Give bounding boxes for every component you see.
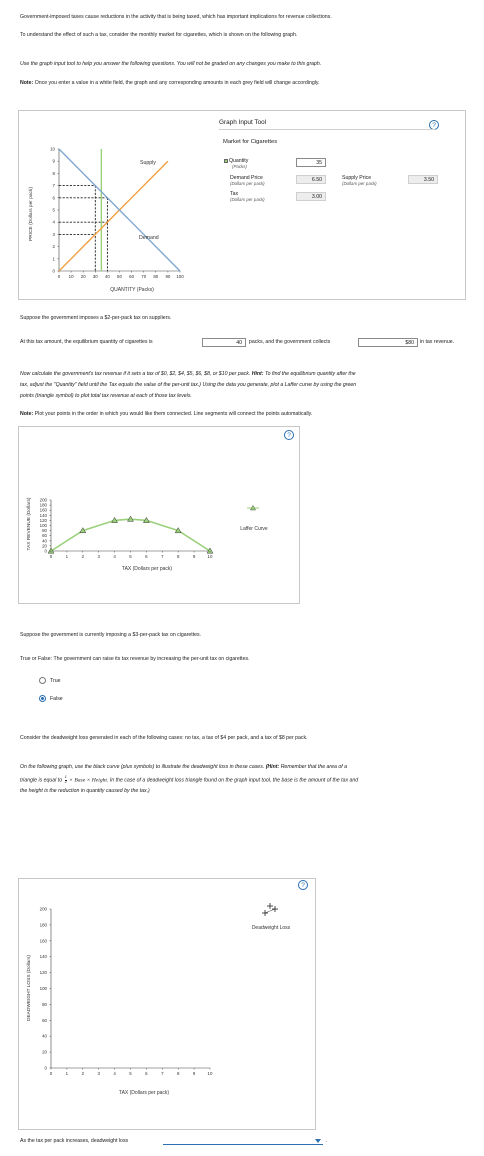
q2-note-text: Plot your points in the order in which you would like them connected. Line segments will connect the points automatically. bbox=[34, 411, 313, 417]
laffer-y-tick-label: 40 bbox=[42, 538, 47, 544]
dwl-legend-label: Deadweight Loss bbox=[251, 925, 291, 931]
quantity-marker-icon bbox=[224, 159, 228, 163]
q4-line-2b: In the case of a deadweight loss triangle found on the graph input tool, the base is the amount of the tax and bbox=[109, 777, 359, 784]
laffer-x-tick-label: 0 bbox=[49, 554, 53, 559]
market-y-tick-label: 7 bbox=[52, 183, 55, 189]
market-supply-label: Supply bbox=[140, 160, 156, 166]
market-y-tick-label: 3 bbox=[52, 231, 55, 237]
dwl-y-tick-label: 160 bbox=[39, 938, 47, 944]
tax-field: 3.00 bbox=[296, 192, 326, 201]
dwl-x-tick-label: 4 bbox=[113, 1071, 116, 1076]
market-y-tick-label: 6 bbox=[52, 195, 55, 201]
laffer-y-tick-label: 140 bbox=[39, 512, 47, 518]
market-demand-label: Demand bbox=[139, 235, 159, 241]
dwl-x-tick-label: 5 bbox=[129, 1071, 132, 1076]
laffer-x-label: TAX (Dollars per pack) bbox=[121, 566, 173, 572]
market-y-tick-label: 4 bbox=[52, 219, 55, 225]
laffer-x-tick-label: 2 bbox=[81, 554, 85, 559]
input-tool-subtitle: Market for Cigarettes bbox=[223, 139, 278, 145]
dwl-y-tick-label: 180 bbox=[39, 922, 47, 928]
laffer-x-tick-label: 4 bbox=[113, 554, 116, 559]
q2-line-3: points (triangle symbol) to plot total tax revenue at each of those tax levels. bbox=[20, 393, 192, 399]
market-x-tick-label: 40 bbox=[104, 274, 110, 279]
dwl-x-tick-label: 0 bbox=[49, 1071, 53, 1076]
market-y-tick-label: 9 bbox=[52, 158, 55, 164]
dwl-y-tick-label: 0 bbox=[44, 1065, 47, 1071]
dwl-y-tick-label: 80 bbox=[42, 1001, 47, 1007]
dwl-y-tick-label: 20 bbox=[42, 1049, 47, 1055]
input-tool-divider bbox=[219, 129, 435, 130]
laffer-y-label: TAX REVENUE (Dollars) bbox=[27, 497, 32, 551]
supply-price-label: Supply Price bbox=[342, 175, 372, 181]
q1-revenue-input[interactable]: $80 bbox=[358, 338, 418, 347]
laffer-x-tick-label: 9 bbox=[192, 554, 196, 559]
q2-note bbox=[20, 411, 312, 418]
market-y-tick-label: 0 bbox=[52, 268, 55, 274]
q1-sentence-b: packs, and the government collects bbox=[249, 339, 331, 345]
market-y-label: PRICE (Dollars per pack) bbox=[29, 187, 34, 241]
q1-sentence-a: At this tax amount, the equilibrium quantity of cigarettes is bbox=[20, 339, 153, 345]
laffer-x-tick-label: 1 bbox=[65, 554, 69, 559]
market-y-tick-label: 1 bbox=[52, 256, 55, 262]
instructions-line-1: Use the graph input tool to help you answer the following questions. You will not be graded on any changes you make to this graph. bbox=[20, 61, 322, 67]
demand-price-field: 6.50 bbox=[296, 175, 326, 184]
market-x-tick-label: 30 bbox=[92, 274, 98, 279]
quantity-label: Quantity bbox=[229, 158, 249, 164]
dwl-legend-plus-icon[interactable] bbox=[262, 903, 278, 916]
dwl-x-tick-label: 7 bbox=[161, 1071, 164, 1076]
dwl-y-tick-label: 60 bbox=[42, 1017, 47, 1023]
laffer-legend-label: Laffer Curve bbox=[240, 526, 268, 532]
laffer-x-tick-label: 8 bbox=[176, 554, 180, 559]
q3-question: True or False: The government can raise its tax revenue by increasing the per-unit tax on cigarettes. bbox=[20, 656, 250, 662]
supply-price-field: 3.50 bbox=[408, 175, 438, 184]
q3-option-true-label[interactable]: True bbox=[50, 678, 61, 684]
laffer-y-tick-label: 80 bbox=[42, 528, 47, 534]
quantity-input[interactable]: 35 bbox=[296, 158, 326, 167]
market-x-tick-label: 20 bbox=[80, 274, 86, 279]
q4-line-2 bbox=[20, 776, 358, 785]
dwl-x-tick-label: 8 bbox=[176, 1071, 180, 1076]
intro-line-1: Government-imposed taxes cause reductions in the activity that is being taxed, which has important implications for revenue collections. bbox=[20, 14, 332, 20]
q4-line-1a: On the following graph, use the black curve (plus symbols) to illustrate the deadweight loss in these cases. bbox=[20, 764, 265, 770]
supply-price-unit: (Dollars per pack) bbox=[342, 181, 377, 186]
q4-hint-label: (Hint: bbox=[265, 764, 280, 770]
laffer-y-tick-label: 180 bbox=[39, 502, 47, 508]
market-x-label: QUANTITY (Packs) bbox=[110, 287, 154, 293]
chevron-down-icon[interactable] bbox=[315, 1139, 321, 1143]
note-text: Once you enter a value in a white field, the graph and any corresponding amounts in each grey field will change accordingly. bbox=[34, 80, 320, 86]
q2-line-1b: To find the equilibrium quantity after the bbox=[264, 371, 356, 377]
laffer-y-tick-label: 120 bbox=[39, 517, 47, 523]
q5-sentence: As the tax per pack increases, deadweight loss bbox=[20, 1138, 129, 1144]
intro-line-2: To understand the effect of such a tax, consider the monthly market for cigarettes, which is shown on the following graph. bbox=[20, 32, 298, 38]
laffer-y-tick-label: 200 bbox=[39, 497, 47, 503]
q4-line-2a: triangle is equal to bbox=[20, 777, 63, 784]
market-x-tick-label: 90 bbox=[165, 274, 171, 279]
laffer-x-tick-label: 3 bbox=[97, 554, 100, 559]
dwl-graph bbox=[18, 878, 316, 1130]
dwl-y-tick-label: 200 bbox=[39, 906, 47, 912]
laffer-y-tick-label: 160 bbox=[39, 507, 47, 513]
dwl-x-tick-label: 6 bbox=[145, 1071, 148, 1076]
dwl-x-tick-label: 3 bbox=[97, 1071, 100, 1076]
instructions-note bbox=[20, 80, 320, 87]
q4-line-3: the height is the reduction in quantity caused by the tax.) bbox=[20, 788, 150, 794]
laffer-y-tick-label: 100 bbox=[39, 523, 47, 528]
dwl-y-tick-label: 120 bbox=[39, 970, 47, 976]
q3-prompt: Suppose the government is currently imposing a $3-per-pack tax on cigarettes. bbox=[20, 632, 202, 638]
q3-option-true-radio[interactable] bbox=[39, 677, 46, 684]
dwl-x-tick-label: 1 bbox=[65, 1071, 69, 1076]
market-x-tick-label: 60 bbox=[129, 274, 135, 279]
tax-unit: (Dollars per pack) bbox=[230, 197, 265, 202]
q5-deadweight-loss-select[interactable] bbox=[163, 1137, 323, 1145]
dwl-help-icon[interactable]: ? bbox=[298, 880, 308, 890]
laffer-y-tick-label: 60 bbox=[42, 533, 47, 539]
market-x-tick-label: 10 bbox=[68, 274, 74, 279]
laffer-graph bbox=[18, 426, 300, 604]
q2-line-1a: Now calculate the government's tax revenue if it sets a tax of $0, $2, $4, $5, $6, $8, or $10 per pack. bbox=[20, 371, 251, 377]
laffer-legend-triangle-icon[interactable] bbox=[247, 505, 259, 510]
laffer-y-tick-label: 0 bbox=[44, 548, 47, 554]
dwl-x-label: TAX (Dollars per pack) bbox=[118, 1090, 170, 1096]
laffer-y-tick-label: 20 bbox=[42, 543, 47, 549]
input-tool-title: Graph Input Tool bbox=[219, 119, 267, 126]
laffer-x-tick-label: 5 bbox=[129, 554, 132, 559]
q4-line-1b: Remember that the area of a bbox=[280, 764, 348, 770]
q4-fraction bbox=[65, 776, 67, 785]
laffer-x-tick-label: 10 bbox=[207, 554, 213, 559]
demand-price-label: Demand Price bbox=[230, 175, 263, 181]
market-x-tick-label: 50 bbox=[117, 274, 122, 279]
market-y-tick-label: 5 bbox=[52, 207, 55, 213]
dwl-y-tick-label: 100 bbox=[39, 986, 47, 991]
market-y-tick-label: 10 bbox=[50, 146, 55, 152]
laffer-help-icon[interactable]: ? bbox=[284, 430, 294, 440]
q2-hint-label: Hint: bbox=[251, 371, 264, 377]
market-x-tick-label: 80 bbox=[153, 274, 159, 279]
dwl-x-tick-label: 10 bbox=[207, 1071, 213, 1076]
q4-line-1 bbox=[20, 764, 347, 771]
supply-curve bbox=[59, 161, 168, 271]
dwl-y-tick-label: 140 bbox=[39, 954, 47, 960]
q5-period: . bbox=[326, 1138, 328, 1144]
laffer-curve-line bbox=[51, 519, 210, 551]
market-graph bbox=[18, 110, 218, 300]
market-help-icon[interactable]: ? bbox=[429, 120, 439, 130]
q4-line-2-formula: × Base × Height. bbox=[69, 777, 109, 784]
q3-option-false-label[interactable]: False bbox=[50, 696, 63, 702]
dwl-x-tick-label: 2 bbox=[81, 1071, 85, 1076]
quantity-unit: (Packs) bbox=[232, 164, 247, 169]
q4-fraction-denominator: 2 bbox=[64, 779, 67, 784]
q4-prompt: Consider the deadweight loss generated in each of the following cases: no tax, a tax of $4 per pack, and a tax of $8 per pack. bbox=[20, 735, 308, 741]
q2-note-label: Note: bbox=[20, 411, 34, 417]
laffer-x-tick-label: 6 bbox=[145, 554, 148, 559]
market-y-tick-label: 8 bbox=[52, 170, 55, 176]
dwl-x-tick-label: 9 bbox=[192, 1071, 196, 1076]
laffer-x-tick-label: 7 bbox=[161, 554, 164, 559]
market-x-tick-label: 100 bbox=[176, 274, 184, 279]
q3-option-false-radio[interactable] bbox=[39, 695, 46, 702]
market-x-tick-label: 70 bbox=[141, 274, 147, 279]
market-y-tick-label: 2 bbox=[52, 244, 55, 250]
dwl-y-label: DEADWEIGHT LOSS (Dollars) bbox=[27, 954, 32, 1022]
q1-prompt: Suppose the government imposes a $2-per-pack tax on suppliers. bbox=[20, 315, 172, 321]
q2-line-1 bbox=[20, 371, 356, 378]
demand-price-unit: (Dollars per pack) bbox=[230, 181, 265, 186]
q1-sentence-c: in tax revenue. bbox=[420, 339, 455, 345]
note-label: Note: bbox=[20, 80, 34, 86]
tax-label: Tax bbox=[230, 191, 239, 197]
q4-fraction-numerator: 1 bbox=[64, 775, 67, 779]
q1-quantity-input[interactable]: 40 bbox=[202, 338, 246, 347]
market-x-tick-label: 0 bbox=[57, 274, 61, 279]
q2-line-2: tax, adjust the "Quantity" field until the Tax equals the value of the per-unit tax.) Using the data you generate, plot a Laffer curve by using the green bbox=[20, 382, 357, 388]
dwl-y-tick-label: 40 bbox=[42, 1033, 47, 1039]
